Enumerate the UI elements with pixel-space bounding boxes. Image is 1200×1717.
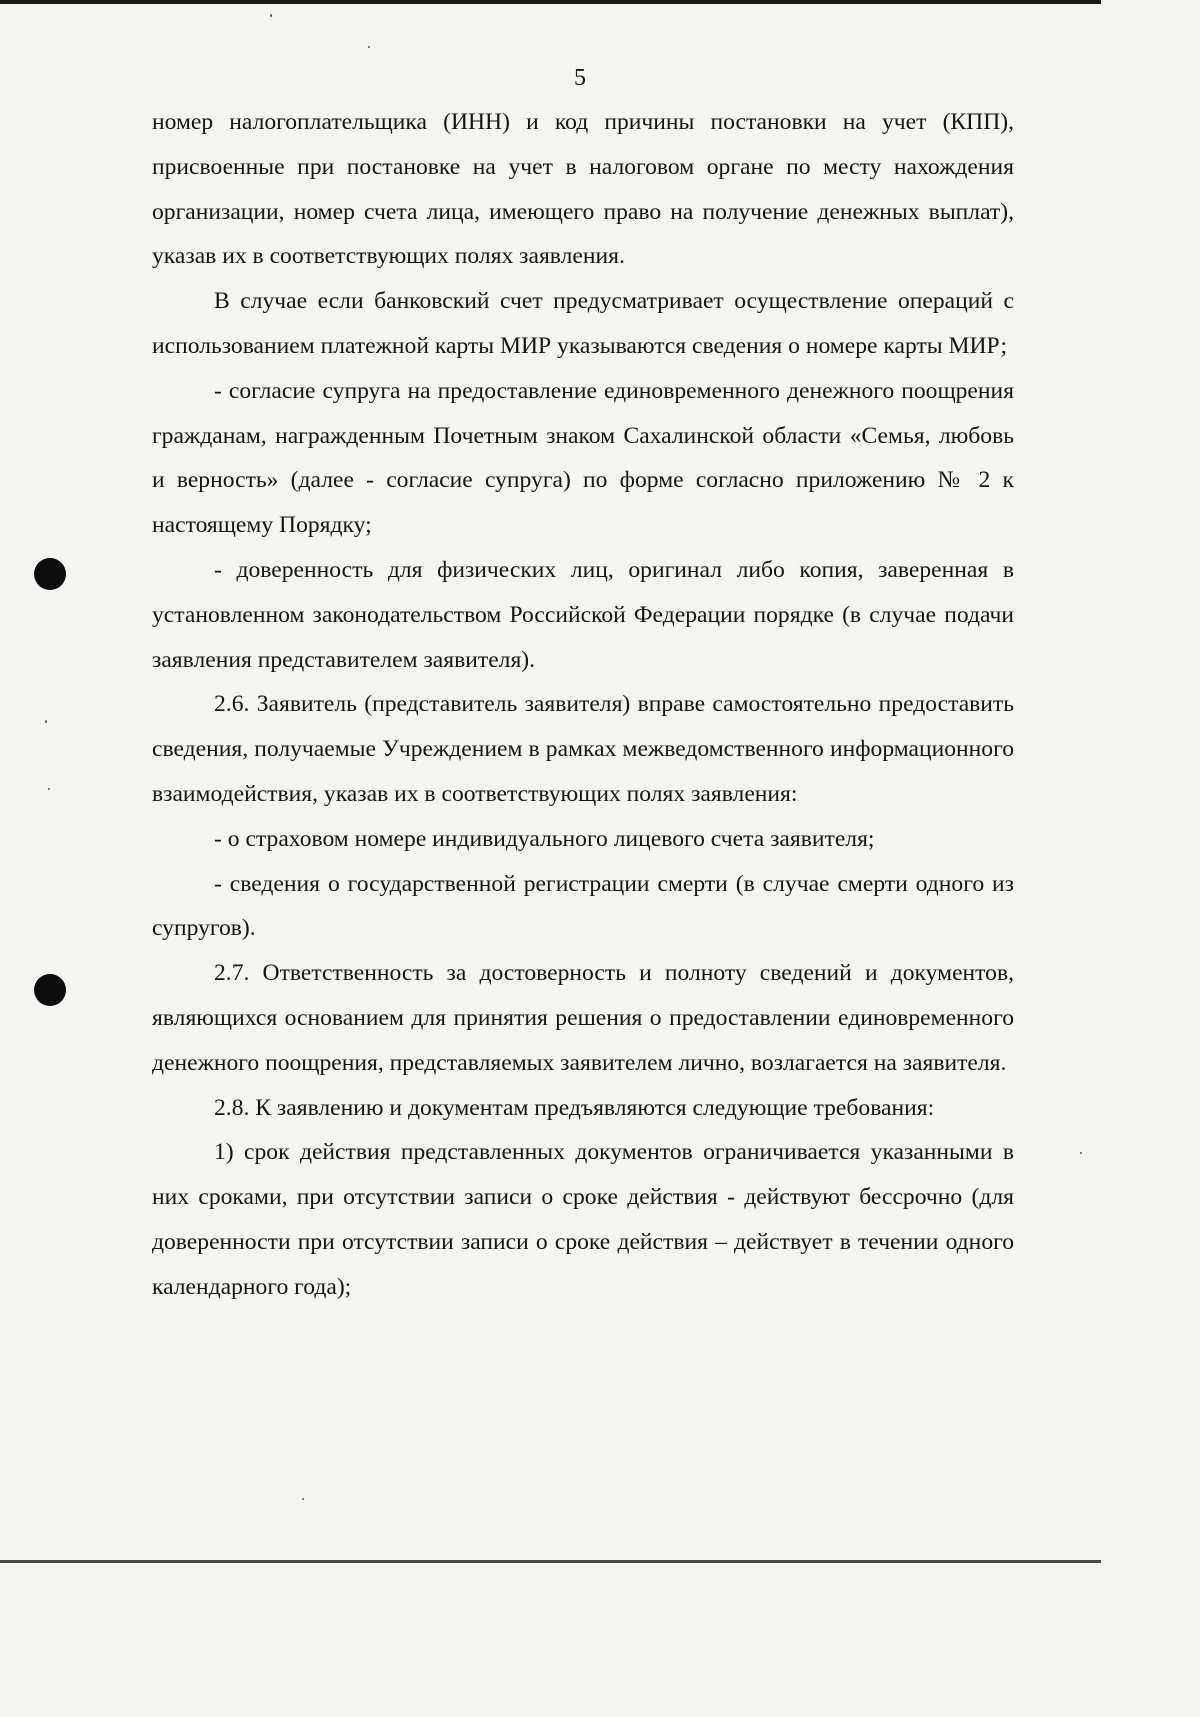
paragraph: 1) срок действия представленных документов ограничивается указанными в них сроками, при отсутствии записи о сроке действия - действуют бессрочно (для доверенности при отсутствии записи о сроке действия – действует в течении одного календарного года); [152,1139,1014,1300]
scan-speck [368,46,370,48]
binder-hole-mark [34,558,66,590]
top-edge-line [0,0,1101,4]
body-text [152,100,1014,1310]
bottom-edge-line [0,1560,1101,1563]
paragraph: - о страховом номере индивидуального лицевого счета заявителя; [214,825,875,852]
scan-speck [48,788,50,790]
paragraph: 2.6. Заявитель (представитель заявителя) вправе самостоятельно предоставить сведения, получаемые Учреждением в рамках межведомственного информационного взаимодействия, указав их в соответствующих полях заявления: [152,691,1014,807]
page-number: 5 [574,65,586,91]
paragraph: - согласие супруга на предоставление единовременного денежного поощрения гражданам, награжденным Почетным знаком Сахалинской области «Семья, любовь и верность» (далее - согласие супруга) по форме согласно приложению № 2 к настоящему Порядку; [152,377,1014,539]
paragraph: 2.8. К заявлению и документам предъявляются следующие требования: [214,1094,935,1121]
scan-speck [270,14,272,17]
paragraph: 2.7. Ответственность за достоверность и полноту сведений и документов, являющихся основанием для принятия решения о предоставлении единовременного денежного поощрения, представляемых заявителем лично, возлагается на заявителя. [152,960,1014,1076]
paragraph: - доверенность для физических лиц, оригинал либо копия, заверенная в установленном законодательством Российской Федерации порядке (в случае подачи заявления представителем заявителя). [152,556,1014,673]
scan-speck [302,1498,304,1500]
scan-speck [1080,1152,1082,1154]
paragraph: - сведения о государственной регистрации смерти (в случае смерти одного из супругов). [152,870,1014,942]
paragraph: В случае если банковский счет предусматривает осуществление операций с использованием платежной карты МИР указываются сведения о номере карты МИР; [152,288,1014,359]
paragraph: номер налогоплательщика (ИНН) и код причины постановки на учет (КПП), присвоенные при постановке на учет в налоговом органе по месту нахождения организации, номер счета лица, имеющего право на получение денежных выплат), указав их в соответствующих полях заявления. [152,109,1014,270]
scan-speck [45,720,47,723]
binder-hole-mark [34,974,66,1006]
